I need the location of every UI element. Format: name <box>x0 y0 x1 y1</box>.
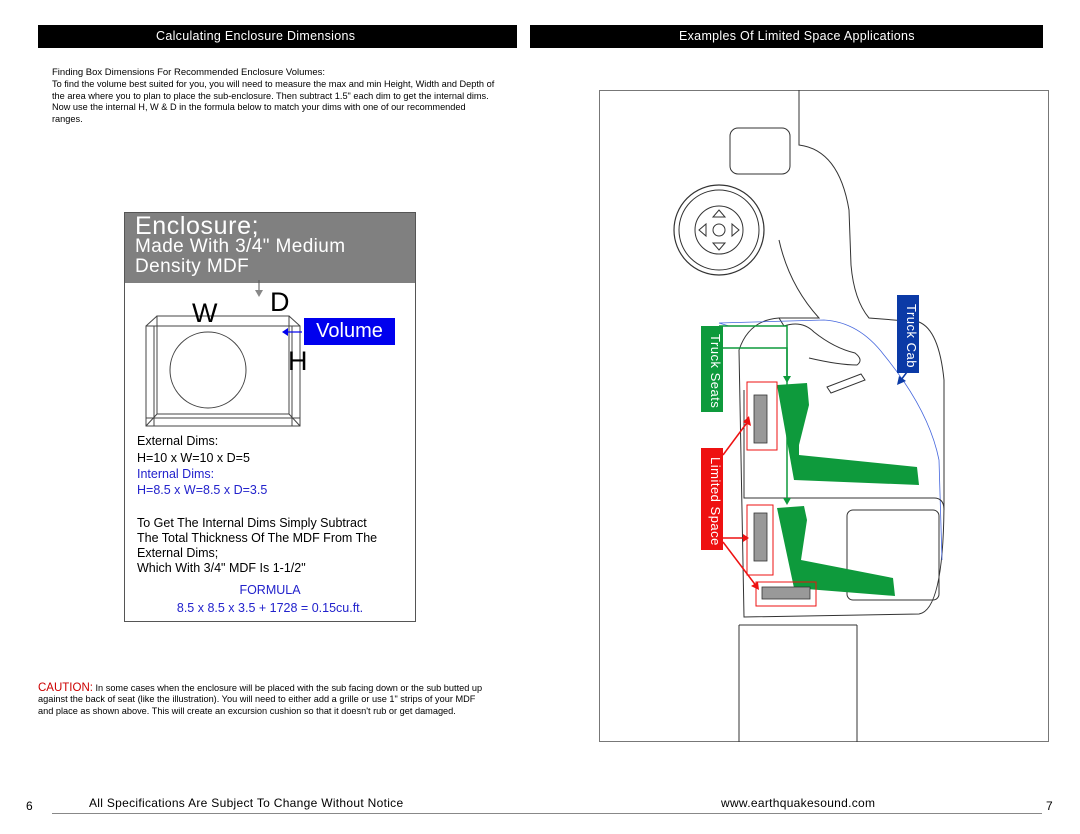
internal-dims-values: H=8.5 x W=8.5 x D=3.5 <box>137 483 268 497</box>
enclosure-subtitle: Made With 3/4" Medium Density MDF <box>135 236 346 277</box>
volume-tag: Volume <box>304 318 395 345</box>
caution-word: CAUTION: <box>38 682 93 694</box>
dimension-label-w: W <box>192 298 218 328</box>
caution-note <box>38 683 493 717</box>
page-number-right: 7 <box>1046 799 1053 813</box>
explain-line-3: External Dims; <box>137 546 219 560</box>
formula-heading: FORMULA <box>239 583 301 597</box>
internal-dims-heading: Internal Dims: <box>137 467 215 481</box>
explain-line-4: Which With 3/4" MDF Is 1-1/2" <box>137 561 306 575</box>
intro-paragraph: To find the volume best suited for you, you will need to measure the max and min Height, Width and Depth of the area where you to plan to place the sub-enclosure. Then subtract 1.5" each dim to get the internal dims. Now use the internal H, W & D in the formula below to match your dims with one of our recommended ranges. <box>52 79 495 125</box>
footer-website[interactable]: www.earthquakesound.com <box>721 796 876 810</box>
explain-line-2: The Total Thickness Of The MDF From The <box>137 531 378 545</box>
section-title-left: Calculating Enclosure Dimensions <box>156 29 356 43</box>
limited-space-label: Limited Space <box>701 448 723 550</box>
truck-seats-label: Truck Seats <box>701 326 723 412</box>
enclosure-title: Enclosure; <box>135 212 260 240</box>
footer-divider <box>52 813 1042 814</box>
dimension-label-h: H <box>288 346 308 376</box>
section-header-left <box>38 25 517 48</box>
page-number-left: 6 <box>26 799 33 813</box>
explain-line-1: To Get The Internal Dims Simply Subtract <box>137 516 367 530</box>
section-title-right: Examples Of Limited Space Applications <box>679 29 915 43</box>
formula: 8.5 x 8.5 x 3.5 + 1728 = 0.15cu.ft. <box>176 601 364 615</box>
caution-text: In some cases when the enclosure will be placed with the sub facing down or the sub butted up against the back of seat (like the illustration). You will need to either add a grille or use 1" strips of your MDF and place as shown above. This will create an excursion cushion so that it doesn't rub or get damaged. <box>38 683 483 716</box>
external-dims-values: H=10 x W=10 x D=5 <box>137 451 250 465</box>
external-dims-heading: External Dims: <box>137 434 219 448</box>
enclosure-card-header <box>125 213 415 283</box>
dimension-label-d: D <box>270 287 290 317</box>
intro-heading: Finding Box Dimensions For Recommended Enclosure Volumes: <box>52 67 325 78</box>
truck-cab-illustration <box>599 90 1049 742</box>
footer-notice: All Specifications Are Subject To Change Without Notice <box>89 796 404 810</box>
truck-cab-label: Truck Cab <box>897 295 919 373</box>
section-header-right <box>530 25 1043 48</box>
